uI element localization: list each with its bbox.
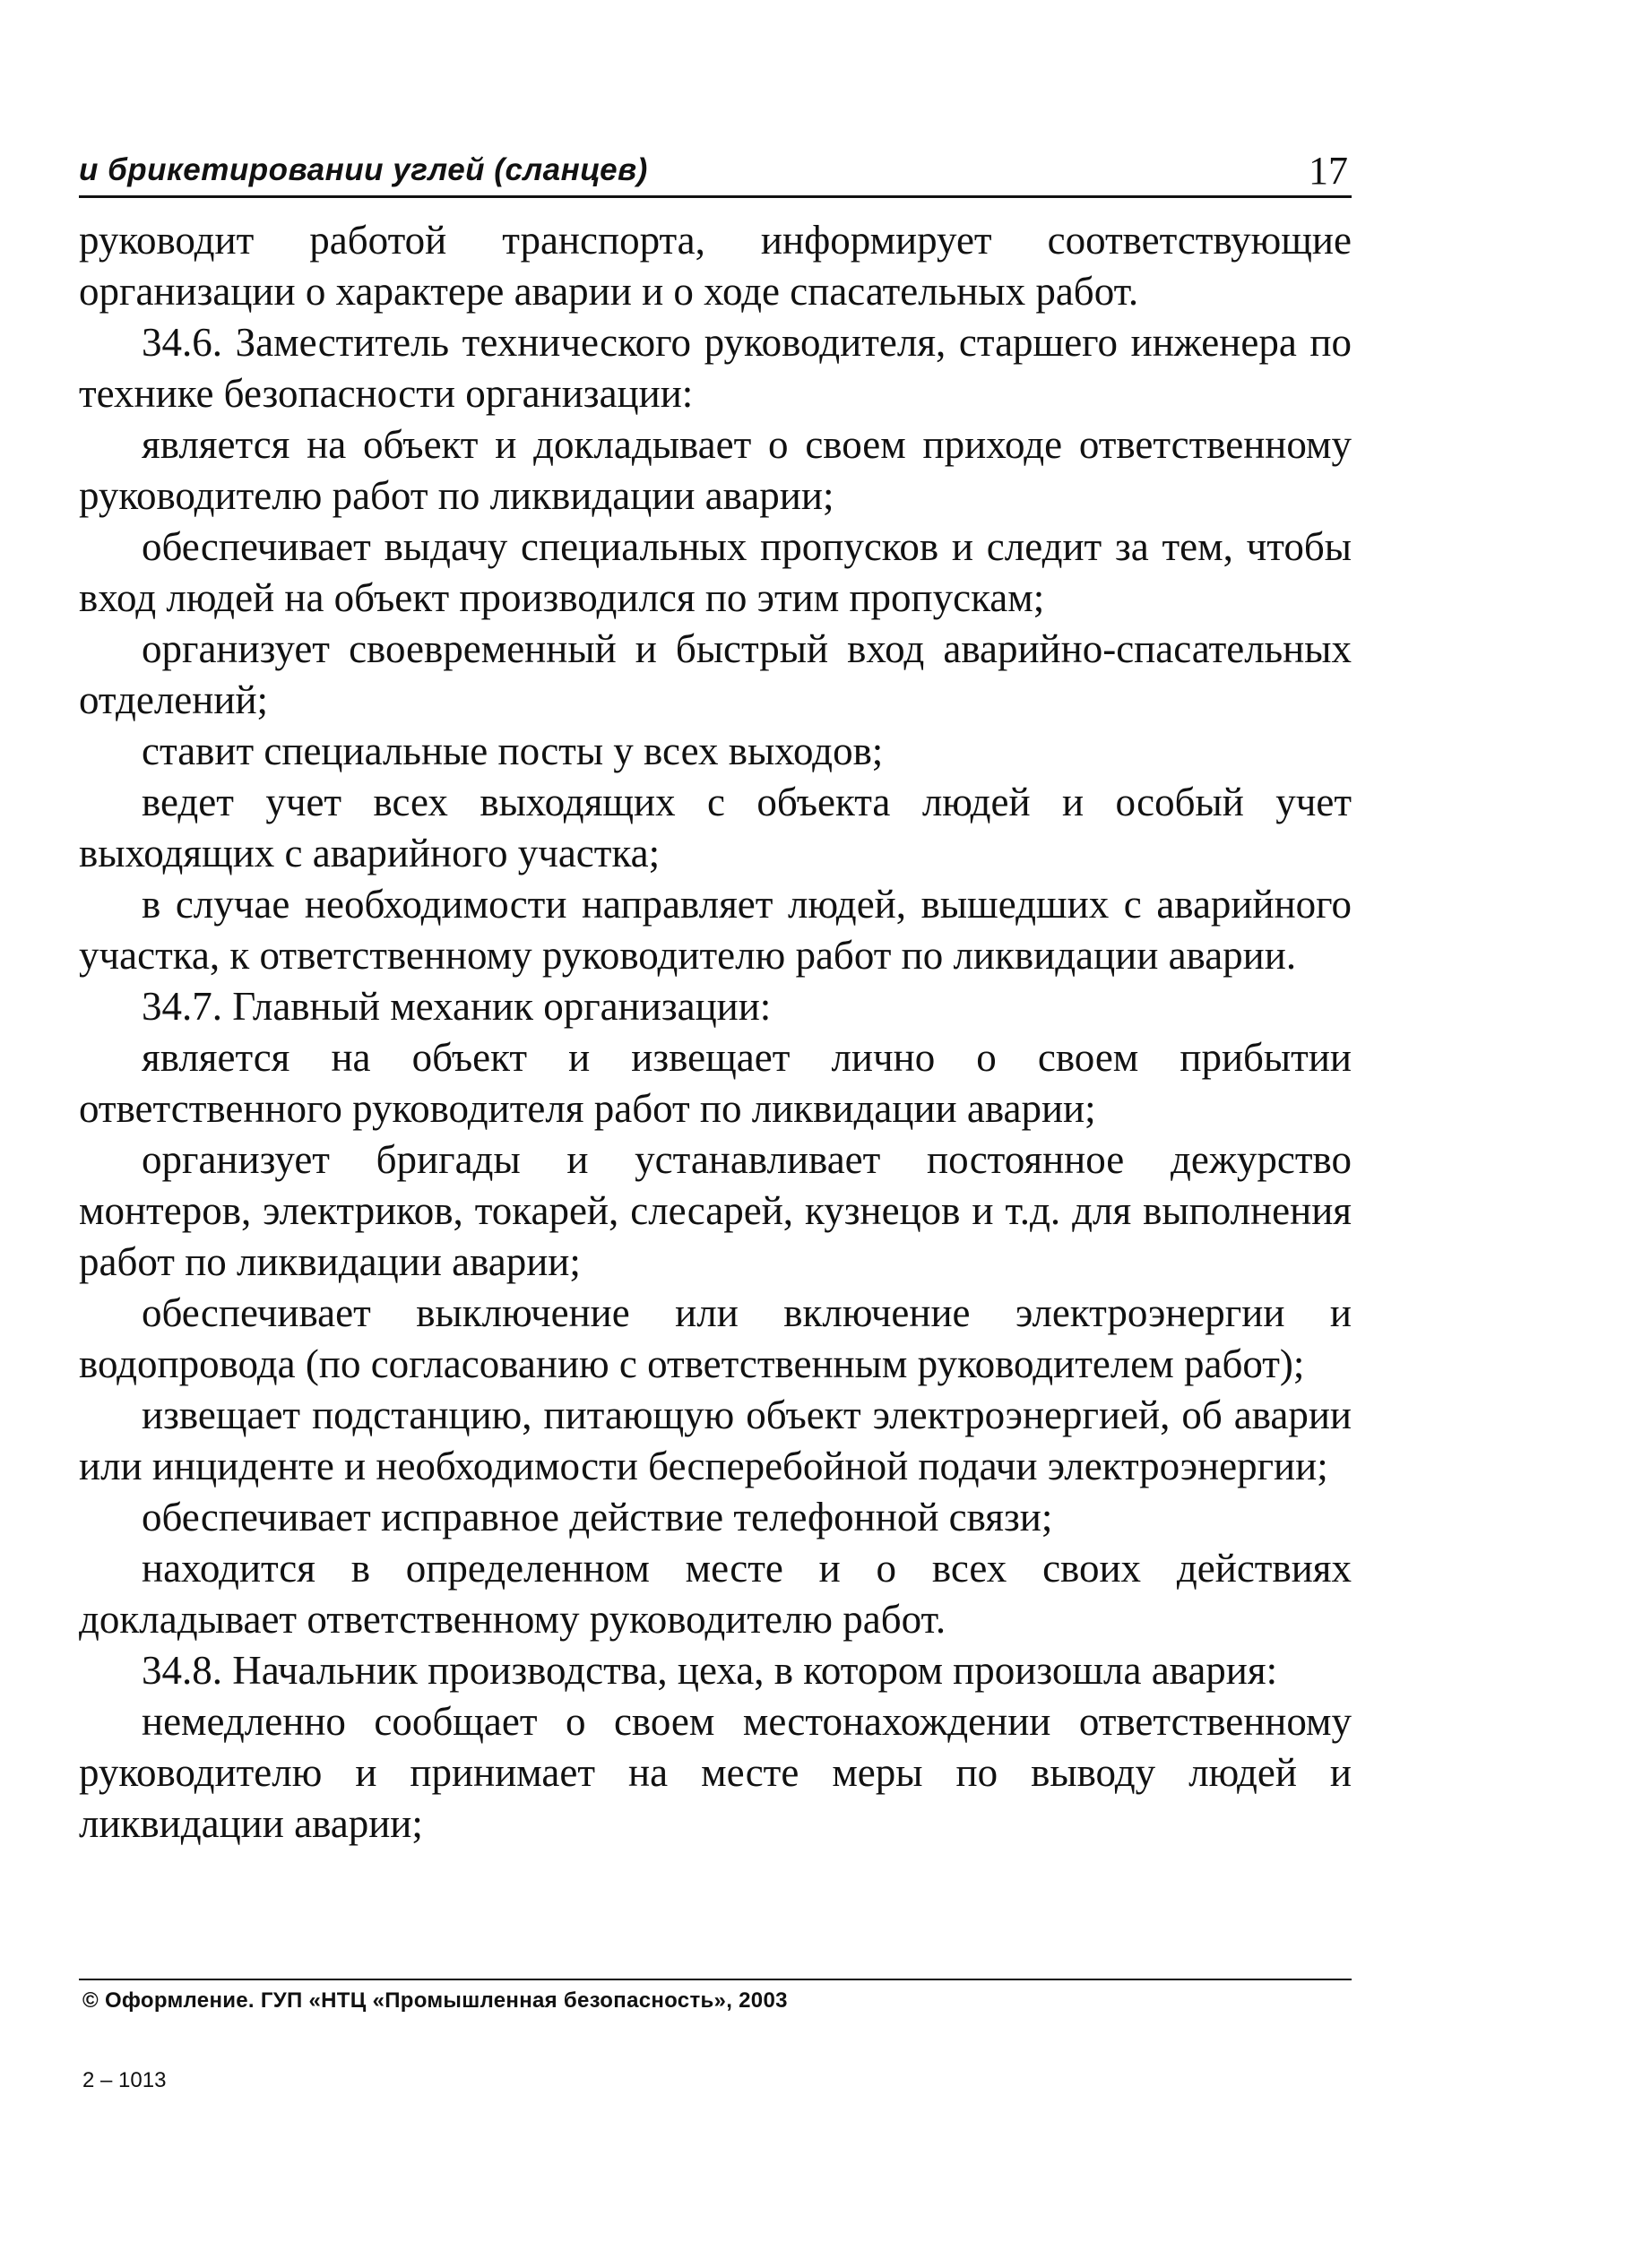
paragraph: обеспечивает выдачу специальных пропусков и следит за тем, чтобы вход людей на объект производился по этим пропускам; [79, 524, 1352, 620]
body-text [79, 215, 1352, 1850]
paragraph: является на объект и извещает лично о своем прибытии ответственного руководителя работ по ликвидации аварии; [79, 1035, 1352, 1131]
paragraph: обеспечивает выключение или включение электроэнергии и водопровода (по согласованию с ответственным руководителем работ); [79, 1290, 1352, 1386]
footer-divider [79, 1979, 1352, 1980]
paragraph: обеспечивает исправное действие телефонной связи; [142, 1495, 1053, 1539]
sheet-signature: 2 – 1013 [82, 2068, 167, 2092]
paragraph: немедленно сообщает о своем местонахождении ответственному руководителю и принимает на месте меры по выводу людей и ликвидации аварии; [79, 1699, 1352, 1846]
paragraph: в случае необходимости направляет людей, вышедших с аварийного участка, к ответственному руководителю работ по ликвидации аварии. [79, 882, 1352, 978]
paragraph: ставит специальные посты у всех выходов; [142, 729, 884, 773]
paragraph-item-34-6: 34.6. Заместитель технического руководителя, старшего инженера по технике безопасности организации: [79, 320, 1352, 416]
paragraph: является на объект и докладывает о своем приходе ответственному руководителю работ по ликвидации аварии; [79, 422, 1352, 518]
paragraph: организует своевременный и быстрый вход аварийно-спасательных отделений; [79, 626, 1352, 722]
page-number: 17 [1309, 149, 1348, 193]
paragraph-item-34-7: 34.7. Главный механик организации: [142, 984, 772, 1029]
paragraph-continuation: руководит работой транспорта, информирует соответствующие организации о характере аварии и о ходе спасательных работ. [79, 218, 1352, 314]
paragraph: извещает подстанцию, питающую объект электроэнергией, об аварии или инциденте и необходимости бесперебойной подачи электроэнергии; [79, 1393, 1352, 1488]
copyright-notice: © Оформление. ГУП «НТЦ «Промышленная безопасность», 2003 [82, 1988, 788, 2013]
running-header [79, 142, 1352, 198]
paragraph: ведет учет всех выходящих с объекта людей и особый учет выходящих с аварийного участка; [79, 780, 1352, 875]
paragraph-item-34-8: 34.8. Начальник производства, цеха, в котором произошла авария: [142, 1648, 1278, 1693]
paragraph: организует бригады и устанавливает постоянное дежурство монтеров, электриков, токарей, слесарей, кузнецов и т.д. для выполнения работ по ликвидации аварии; [79, 1137, 1352, 1284]
running-header-title: и брикетировании углей (сланцев) [79, 152, 648, 187]
paragraph: находится в определенном месте и о всех своих действиях докладывает ответственному руководителю работ. [79, 1546, 1352, 1642]
